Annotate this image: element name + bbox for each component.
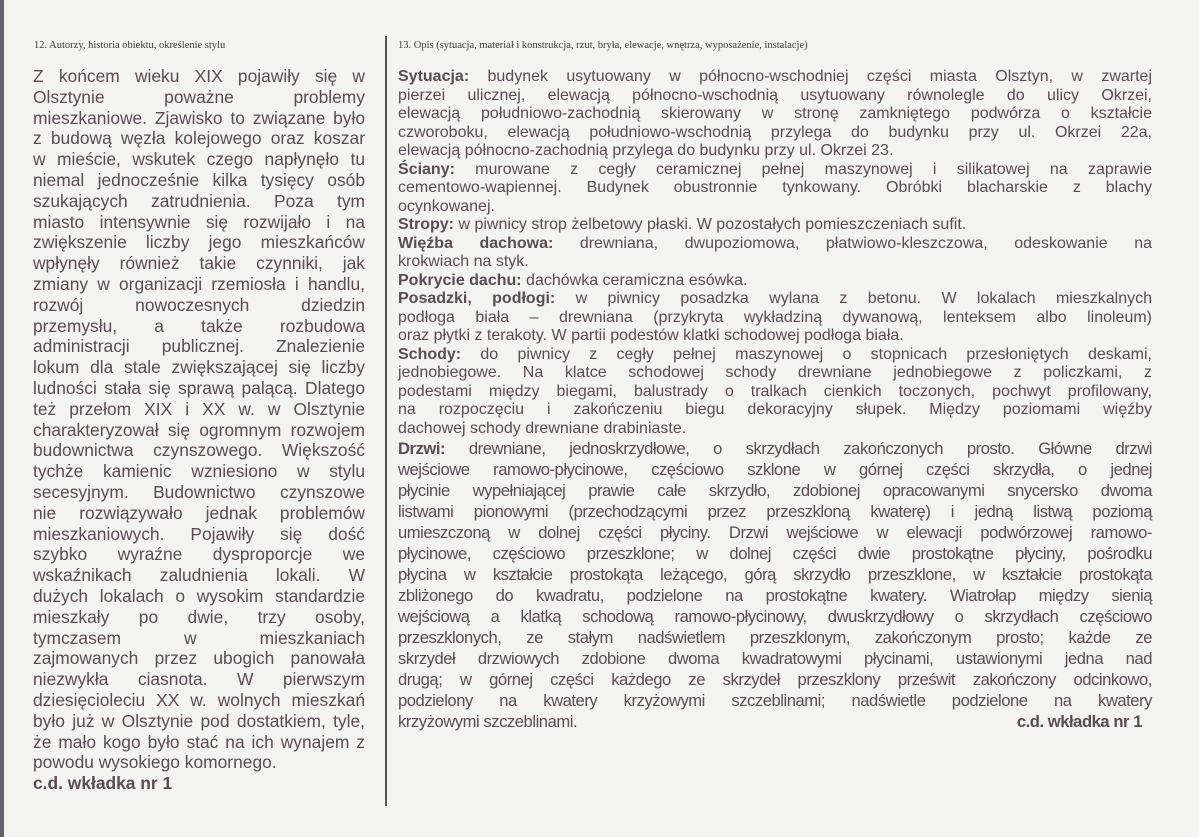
line-text: murowane z cegły ceramicznej pełnej maszynowej i silikatowej na zaprawie xyxy=(454,160,1152,178)
text-line: mieszkaniowych. Pojawiły się dość xyxy=(33,523,365,544)
text-line: też przełom XIX i XX w. w Olsztynie xyxy=(33,398,365,419)
line-text: dachówka ceramiczna esówka. xyxy=(521,271,748,289)
page-edge xyxy=(0,0,4,837)
text-line xyxy=(398,142,1152,161)
text-line xyxy=(398,648,1152,669)
text-line: powodu wysokiego komornego. xyxy=(33,752,277,773)
history-text-column xyxy=(33,66,365,794)
text-line: wpłynęły również takie czynniki, jak xyxy=(33,253,365,274)
text-line: zajmowanych przez ubogich panowała xyxy=(33,648,365,669)
description-section xyxy=(398,272,1152,291)
section-title: Schody: xyxy=(398,345,462,363)
line-text: oraz płytki z terakoty. W partii podestów klatki schodowej podłoga biała. xyxy=(398,327,904,344)
text-line xyxy=(398,420,1152,439)
text-line xyxy=(398,627,1152,648)
section-title: Sytuacja: xyxy=(398,68,470,85)
continuation-note: c.d. wkładka nr 1 xyxy=(33,773,173,794)
text-line: szukających zatrudnienia. Poza tym xyxy=(33,190,365,211)
line-text: wejściową a klatką schodową ramowo-płycinowy, dwuskrzydłowy o skrzydłach częściowo xyxy=(398,607,1152,626)
text-line xyxy=(398,105,1152,124)
text-line: dziesięcioleciu XX w. wolnych mieszkań xyxy=(33,689,365,710)
line-text: listwami pionowymi (przechodzącymi przez przeszkloną kwaterę) i jedną listwą poziomą xyxy=(398,502,1152,521)
section-title: Posadzki, podłogi: xyxy=(398,290,556,307)
section-title: Ściany: xyxy=(398,160,455,178)
text-line xyxy=(398,327,1152,346)
text-line: nie rozwiązywało jednak problemów xyxy=(33,502,365,523)
line-text: do piwnicy z cegły pełnej maszynowej o stopnicach przesłoniętych deskami, xyxy=(461,345,1152,363)
section-13-header: 13. Opis (sytuacja, materiał i konstrukcja, rzut, bryła, elewacje, wnętrza, wyposażenie, instalacje) xyxy=(398,40,808,51)
text-line xyxy=(398,179,1152,198)
section-title: Drzwi: xyxy=(398,439,446,458)
text-line: lokum dla stale zwiększającej się liczby xyxy=(33,357,365,378)
line-text: budynek usytuowany w północno-wschodniej części miasta Olsztyn, w zwartej xyxy=(469,68,1152,85)
description-section xyxy=(398,290,1152,346)
line-text: czworoboku, elewacją południowo-wschodnią przylega do budynku przy ul. Okrzei 22a, xyxy=(398,123,1152,141)
line-text: na rozpoczęciu i zakończeniu biegu dekoracyjny słupek. Między poziomami więźby xyxy=(398,401,1152,418)
line-text: w piwnicy posadzka wylana z betonu. W lokalach mieszkalnych xyxy=(555,290,1152,307)
text-line: secesyjnym. Budownictwo czynszowe xyxy=(33,481,365,502)
text-line: mieszkały po dwie, trzy osoby, xyxy=(33,606,365,627)
text-line: niemal jednocześnie kilka tysięcy osób xyxy=(33,169,365,190)
text-line xyxy=(398,669,1152,690)
text-line: dużych lokalach o wysokim standardzie xyxy=(33,585,365,606)
line-text: pierzei ulicznej, elewacją północno-wschodnią usytuowany równolegle do ulicy Okrzei, xyxy=(398,86,1152,104)
text-line xyxy=(398,383,1152,402)
section-title: Więźba dachowa: xyxy=(398,234,554,252)
line-text: jednobiegowe. Na klatce schodowej schody drewniane jednobiegowe z policzkami, z xyxy=(398,364,1152,381)
description-section xyxy=(398,68,1152,161)
text-line: w mieście, wskutek czego napłynęło tu xyxy=(33,149,365,170)
text-line xyxy=(398,690,1152,711)
text-line xyxy=(398,364,1152,383)
text-line xyxy=(398,290,1152,309)
text-line: szybko wyraźne dysproporcje we xyxy=(33,544,365,565)
text-line xyxy=(398,564,1152,585)
text-line xyxy=(398,543,1152,564)
text-line xyxy=(398,711,1152,732)
text-line: zwiększenie liczby jego mieszkańców xyxy=(33,232,365,253)
line-text: zbliżonego do kwadratu, podzielone na prostokątne kwatery. Wiatrołap między sienią xyxy=(398,586,1152,605)
text-line: administracji publicznej. Znalezienie xyxy=(33,336,365,357)
continuation-note: c.d. wkładka nr 1 xyxy=(1016,712,1142,731)
text-line xyxy=(398,235,1152,254)
text-line xyxy=(398,216,1152,235)
text-line: że mało kogo było stać na ich wynajem z xyxy=(33,731,365,752)
line-text: cementowo-wapiennej. Budynek obustronnie tynkowany. Obróbki blacharskie z blachy xyxy=(398,179,1152,196)
section-title: Stropy: xyxy=(398,216,454,233)
text-line: miasto intensywnie się rozwijało i na xyxy=(33,211,365,232)
text-line: niezwykła ciasnota. W pierwszym xyxy=(33,669,365,690)
text-line: przemysłu, a także rozbudowa xyxy=(33,315,365,336)
line-text: elewacją północno-zachodnią przylega do budynku przy ul. Okrzei 23. xyxy=(398,142,894,159)
description-section xyxy=(398,216,1152,235)
line-text: w piwnicy strop żelbetowy płaski. W pozostałych pomieszczeniach sufit. xyxy=(454,216,967,233)
text-line xyxy=(398,253,1152,272)
text-line: tymczasem w mieszkaniach xyxy=(33,627,365,648)
line-text: płycinie wypełniającej prawie całe skrzydło, zdobionej opracowanymi snycersko dwoma xyxy=(398,481,1152,500)
text-line: budownictwa czynszowego. Większość xyxy=(33,440,365,461)
section-12-header: 12. Autorzy, historia obiektu, określenie stylu xyxy=(34,40,226,51)
line-text: podestami między biegami, balustrady o tralkach cienkich toczonych, pochwyt profilowany, xyxy=(398,382,1152,400)
text-line xyxy=(398,501,1152,522)
text-line: było już w Olsztynie pod dostatkiem, tyle, xyxy=(33,710,365,731)
line-text: płycinowe, częściowo przeszklone; w dolnej części dwie prostokątne płyciny, pośrodku xyxy=(398,544,1152,563)
column-divider xyxy=(385,36,387,806)
line-text: umieszczoną w dolnej części płyciny. Drzwi wejściowe w elewacji podwórzowej ramowo- xyxy=(398,523,1152,542)
text-line: ludności stała się sprawą palącą. Dlatego xyxy=(33,377,365,398)
text-line xyxy=(398,585,1152,606)
line-text: drugą; w górnej części każdego ze skrzydeł przeszklony prześwit zakończony odcinkowo, xyxy=(398,670,1152,689)
text-line xyxy=(398,346,1152,365)
description-section xyxy=(398,438,1152,732)
line-text: drewniana, dwupoziomowa, płatwiowo-kleszczowa, odeskowanie na xyxy=(553,234,1152,252)
text-line xyxy=(398,309,1152,328)
text-line xyxy=(398,161,1152,180)
text-line: Z końcem wieku XIX pojawiły się w xyxy=(33,66,365,86)
line-text: przeszklonych, ze stałym nadświetlem przeszklonym, zakończonym prosto; każde ze xyxy=(398,628,1152,647)
text-line xyxy=(398,606,1152,627)
text-line: mieszkaniowe. Zjawisko to związane było xyxy=(33,107,365,128)
line-text: skrzydeł drzwiowych zdobione dwoma kwadratowymi płycinami, ustawionymi jedna nad xyxy=(398,649,1152,668)
line-text: krokwiach na styk. xyxy=(398,253,529,270)
description-section xyxy=(398,346,1152,439)
text-line: charakteryzował się ogromnym rozwojem xyxy=(33,419,365,440)
section-title: Pokrycie dachu: xyxy=(398,271,522,289)
description-section xyxy=(398,161,1152,217)
line-text: płycina w kształcie prostokąta leżącego, górą skrzydło przeszklone, w kształcie prostokąta xyxy=(398,565,1152,584)
text-line: Olsztynie poważne problemy xyxy=(33,86,365,107)
line-text: podłoga biała – drewniana (przykryta wykładziną dywanową, lenteksem albo linoleum) xyxy=(398,308,1152,326)
text-line: rozwój nowoczesnych dziedzin xyxy=(33,294,365,315)
line-text: podzielony na kwatery krzyżowymi szczeblinami; nadświetle podzielone na kwatery xyxy=(398,691,1152,710)
description-text-column xyxy=(398,68,1152,732)
line-text: elewacją południowo-zachodnią skierowany w stronę zamkniętego podwórza o kształcie xyxy=(398,105,1152,122)
text-line: z budową węzła kolejowego oraz koszar xyxy=(33,128,365,149)
text-line xyxy=(398,198,1152,217)
text-line xyxy=(398,401,1152,420)
text-line xyxy=(398,272,1152,291)
text-line: zmiany w organizacji rzemiosła i handlu, xyxy=(33,273,365,294)
text-line xyxy=(398,438,1152,459)
text-line xyxy=(398,124,1152,143)
text-line: wskaźnikach zaludnienia lokali. W xyxy=(33,565,365,586)
description-section xyxy=(398,235,1152,272)
line-text: ocynkowanej. xyxy=(398,197,495,215)
line-text: krzyżowymi szczeblinami. xyxy=(398,712,578,731)
line-text: wejściowe ramowo-płycinowe, częściowo szklone w górnej części skrzydła, o jednej xyxy=(398,460,1152,479)
line-text: dachowej schody drewniane drabiniaste. xyxy=(398,419,687,437)
text-line xyxy=(398,68,1152,87)
text-line xyxy=(398,459,1152,480)
text-line xyxy=(398,522,1152,543)
text-line xyxy=(398,480,1152,501)
text-line xyxy=(398,87,1152,106)
line-text: drewniane, jednoskrzydłowe, o skrzydłach zakończonych prosto. Główne drzwi xyxy=(445,439,1152,458)
text-line: tychże kamienic wzniesiono w stylu xyxy=(33,461,365,482)
